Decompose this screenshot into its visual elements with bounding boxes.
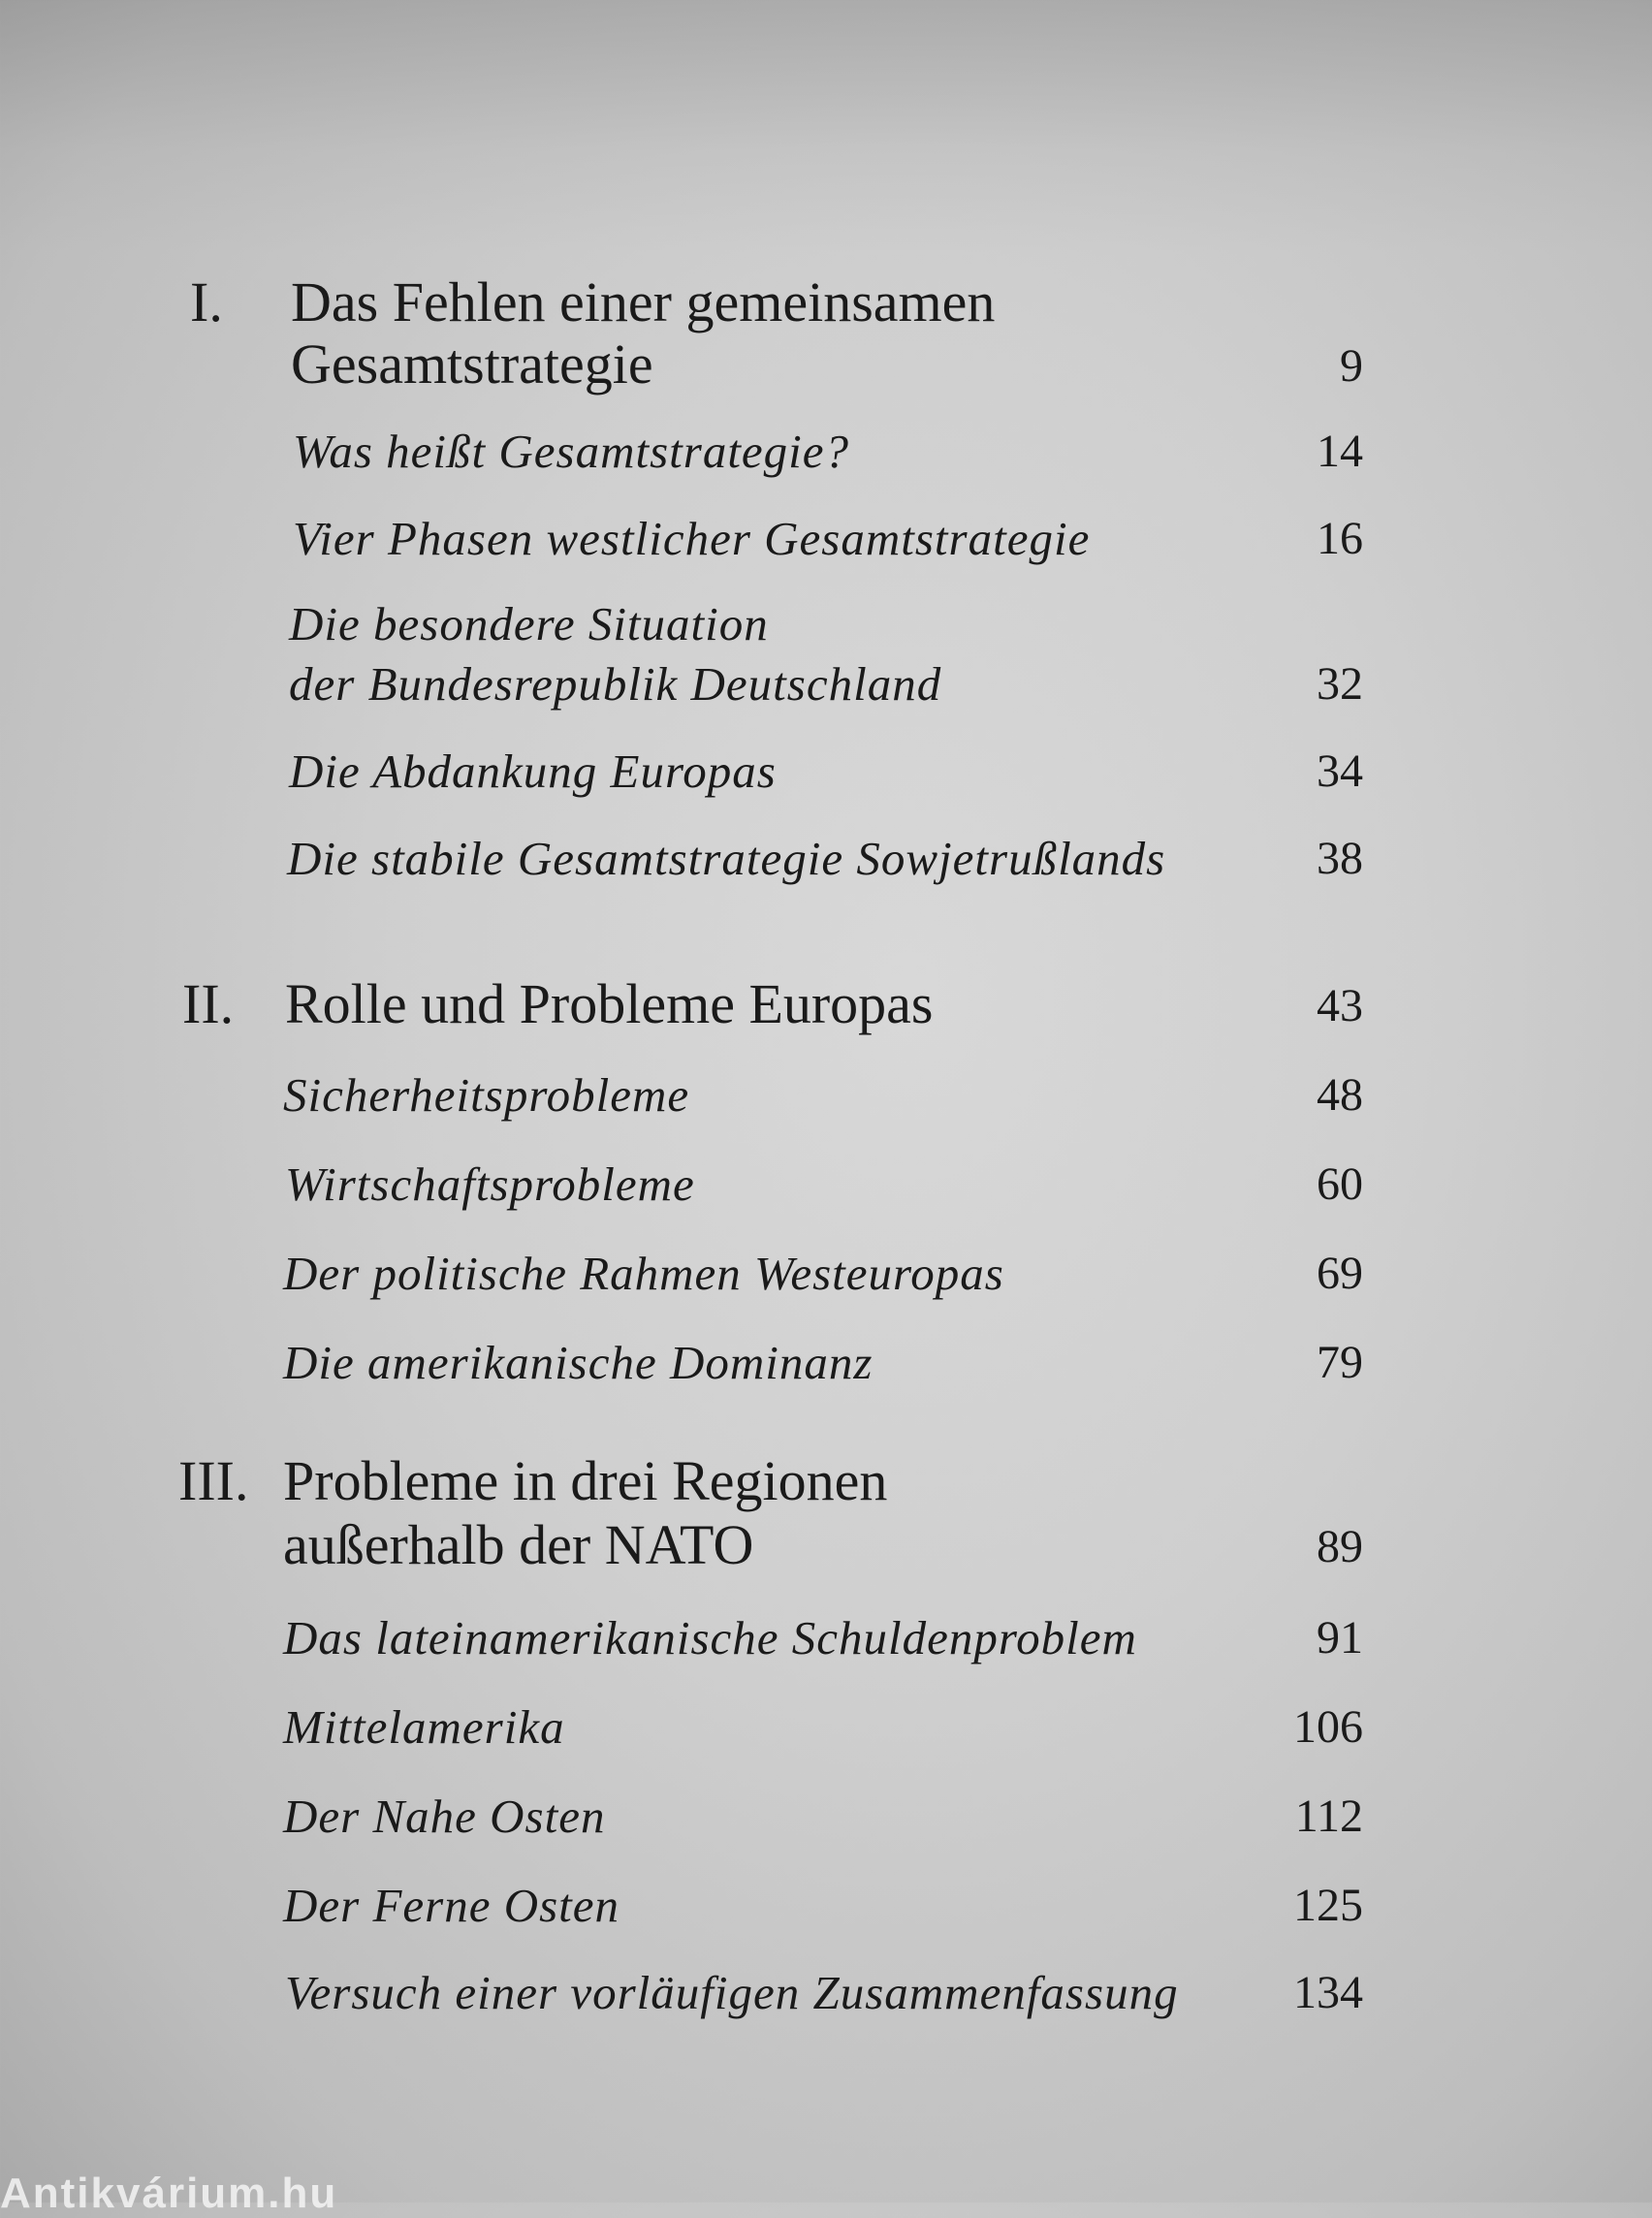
- watermark: Antikvárium.hu: [0, 2170, 338, 2217]
- page-number: 48: [1317, 1069, 1363, 1121]
- chapter-number: II.: [182, 972, 235, 1035]
- section-title-line: Vier Phasen westlicher Gesamtstrategie: [293, 512, 1091, 565]
- page-number: 38: [1317, 833, 1363, 884]
- chapter-title-line: Gesamtstrategie: [291, 333, 653, 396]
- chapter-title-line: Probleme in drei Regionen: [283, 1449, 888, 1512]
- page-number: 16: [1317, 513, 1363, 564]
- section-title-line: Mittelamerika: [283, 1700, 565, 1754]
- section-title-line: Die Abdankung Europas: [289, 745, 777, 798]
- section-title-line: Der politische Rahmen Westeuropas: [283, 1247, 1004, 1300]
- page-number: 125: [1293, 1880, 1363, 1931]
- chapter-number: I.: [190, 270, 223, 333]
- chapter-number: III.: [178, 1449, 249, 1512]
- page-number: 14: [1317, 426, 1363, 477]
- section-title-line: Das lateinamerikanische Schuldenproblem: [283, 1611, 1137, 1664]
- section-title-line: Die besondere Situation: [289, 597, 769, 650]
- section-title-line: Die amerikanische Dominanz: [283, 1336, 874, 1389]
- page-number: 89: [1317, 1521, 1363, 1572]
- section-title-line: Versuch einer vorläufigen Zusammenfassung: [285, 1966, 1179, 2019]
- page-number: 106: [1293, 1701, 1363, 1753]
- page-number: 69: [1317, 1248, 1363, 1299]
- section-title-line: Wirtschaftsprobleme: [285, 1157, 695, 1211]
- section-title-line: Der Nahe Osten: [283, 1790, 606, 1843]
- page-number: 79: [1317, 1337, 1363, 1388]
- page-number: 134: [1293, 1967, 1363, 2018]
- page-number: 91: [1317, 1612, 1363, 1664]
- page-number: 112: [1294, 1790, 1363, 1842]
- page-number: 43: [1317, 980, 1363, 1031]
- page-number: 9: [1340, 340, 1363, 392]
- chapter-title-line: Das Fehlen einer gemeinsamen: [291, 270, 996, 333]
- page-number: 60: [1317, 1158, 1363, 1210]
- section-title-line: der Bundesrepublik Deutschland: [289, 657, 942, 711]
- section-title-line: Der Ferne Osten: [283, 1879, 620, 1932]
- chapter-title-line: Rolle und Probleme Europas: [285, 972, 934, 1035]
- section-title-line: Was heißt Gesamtstrategie?: [293, 425, 850, 478]
- page-number: 32: [1317, 658, 1363, 710]
- chapter-title-line: außerhalb der NATO: [283, 1513, 754, 1576]
- section-title-line: Die stabile Gesamtstrategie Sowjetrußlands: [287, 832, 1166, 885]
- page-number: 34: [1317, 745, 1363, 797]
- section-title-line: Sicherheitsprobleme: [283, 1068, 690, 1122]
